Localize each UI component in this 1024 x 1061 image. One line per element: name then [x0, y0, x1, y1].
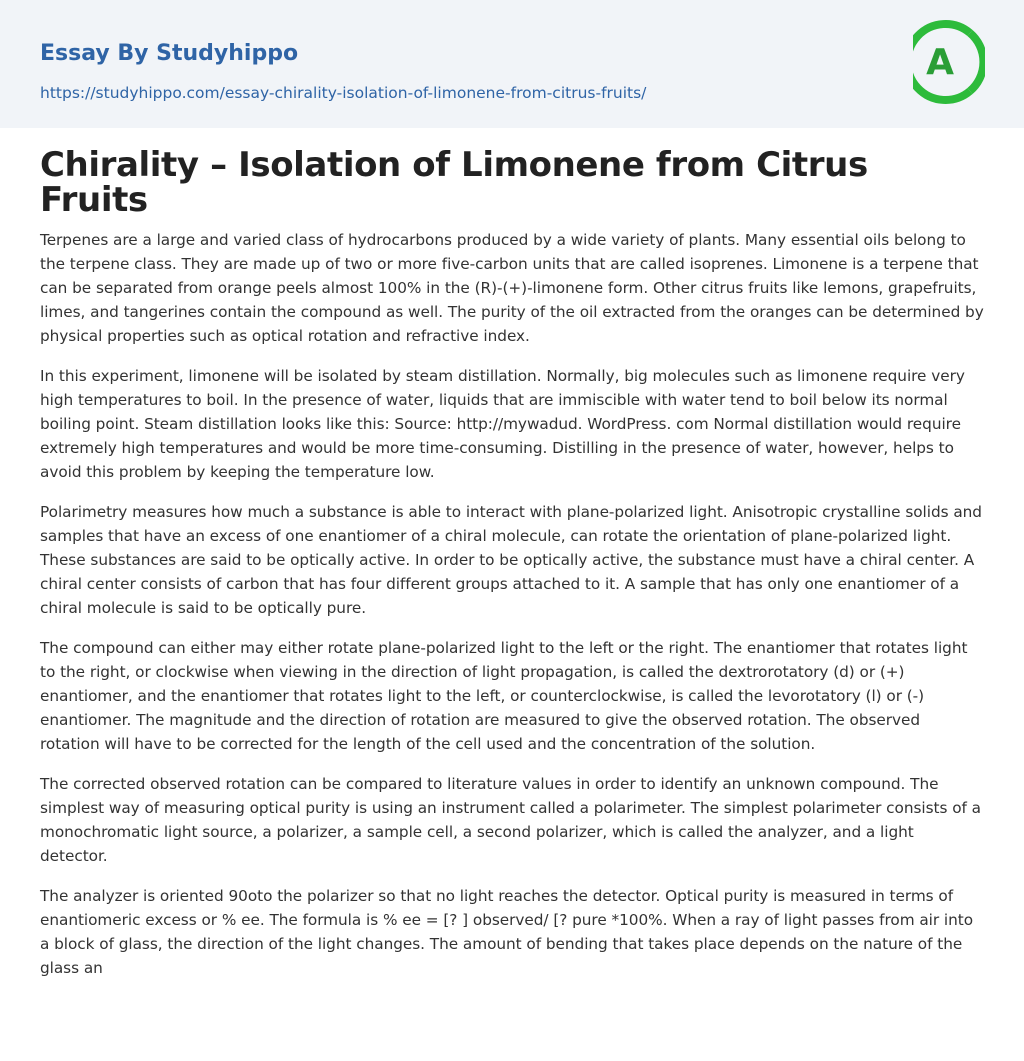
site-header [0, 0, 1024, 128]
essay-url-link[interactable]: https://studyhippo.com/essay-chirality-isolation-of-limonene-from-citrus-fruits/ [40, 84, 647, 102]
logo-letter: A [926, 42, 954, 83]
paragraph: The compound can either may either rotate plane-polarized light to the left or the right. The enantiomer that rotates light to the right, or clockwise when viewing in the direction of light propagation, is called the dextrorotatory (d) or (+) enantiomer, and the enantiomer that rotates light to the left, or counterclockwise, is called the levorotatory (l) or (-) enantiomer. The magnitude and the direction of rotation are measured to give the observed rotation. The observed rotation will have to be corrected for the length of the cell used and the concentration of the solution. [40, 639, 968, 753]
site-title[interactable]: Essay By Studyhippo [40, 41, 299, 66]
studyhippo-logo-icon[interactable] [913, 19, 985, 105]
article-body [40, 228, 984, 980]
paragraph: The analyzer is oriented 90oto the polarizer so that no light reaches the detector. Optical purity is measured in terms of enantiomeric excess or % ee. The formula is % ee = [? ] observed/ [? pure *100%. When a ray of light passes from air into a block of glass, the direction of the light changes. The amount of bending that takes place depends on the nature of the glass an [40, 887, 974, 977]
page-title: Chirality – Isolation of Limonene from Citrus Fruits [40, 145, 868, 220]
paragraph: Terpenes are a large and varied class of hydrocarbons produced by a wide variety of plants. Many essential oils belong to the terpene class. They are made up of two or more five-carbon units that are called isoprenes. Limonene is a terpene that can be separated from orange peels almost 100% in the (R)-(+)-limonene form. Other citrus fruits like lemons, grapefruits, limes, and tangerines contain the compound as well. The purity of the oil extracted from the oranges can be determined by physical properties such as optical rotation and refractive index. [40, 231, 984, 345]
article [0, 128, 1024, 980]
paragraph: Polarimetry measures how much a substance is able to interact with plane-polarized light. Anisotropic crystalline solids and samples that have an excess of one enantiomer of a chiral molecule, can rotate the orientation of plane-polarized light. These substances are said to be optically active. In order to be optically active, the substance must have a chiral center. A chiral center consists of carbon that has four different groups attached to it. A sample that has only one enantiomer of a chiral molecule is said to be optically pure. [40, 503, 982, 617]
paragraph: In this experiment, limonene will be isolated by steam distillation. Normally, big molecules such as limonene require very high temperatures to boil. In the presence of water, liquids that are immiscible with water tend to boil below its normal boiling point. Steam distillation looks like this: Source: http://mywadud. WordPress. com Normal distillation would require extremely high temperatures and would be more time-consuming. Distilling in the presence of water, however, helps to avoid this problem by keeping the temperature low. [40, 367, 965, 481]
paragraph: The corrected observed rotation can be compared to literature values in order to identify an unknown compound. The simplest way of measuring optical purity is using an instrument called a polarimeter. The simplest polarimeter consists of a monochromatic light source, a polarizer, a sample cell, a second polarizer, which is called the analyzer, and a light detector. [40, 775, 981, 865]
